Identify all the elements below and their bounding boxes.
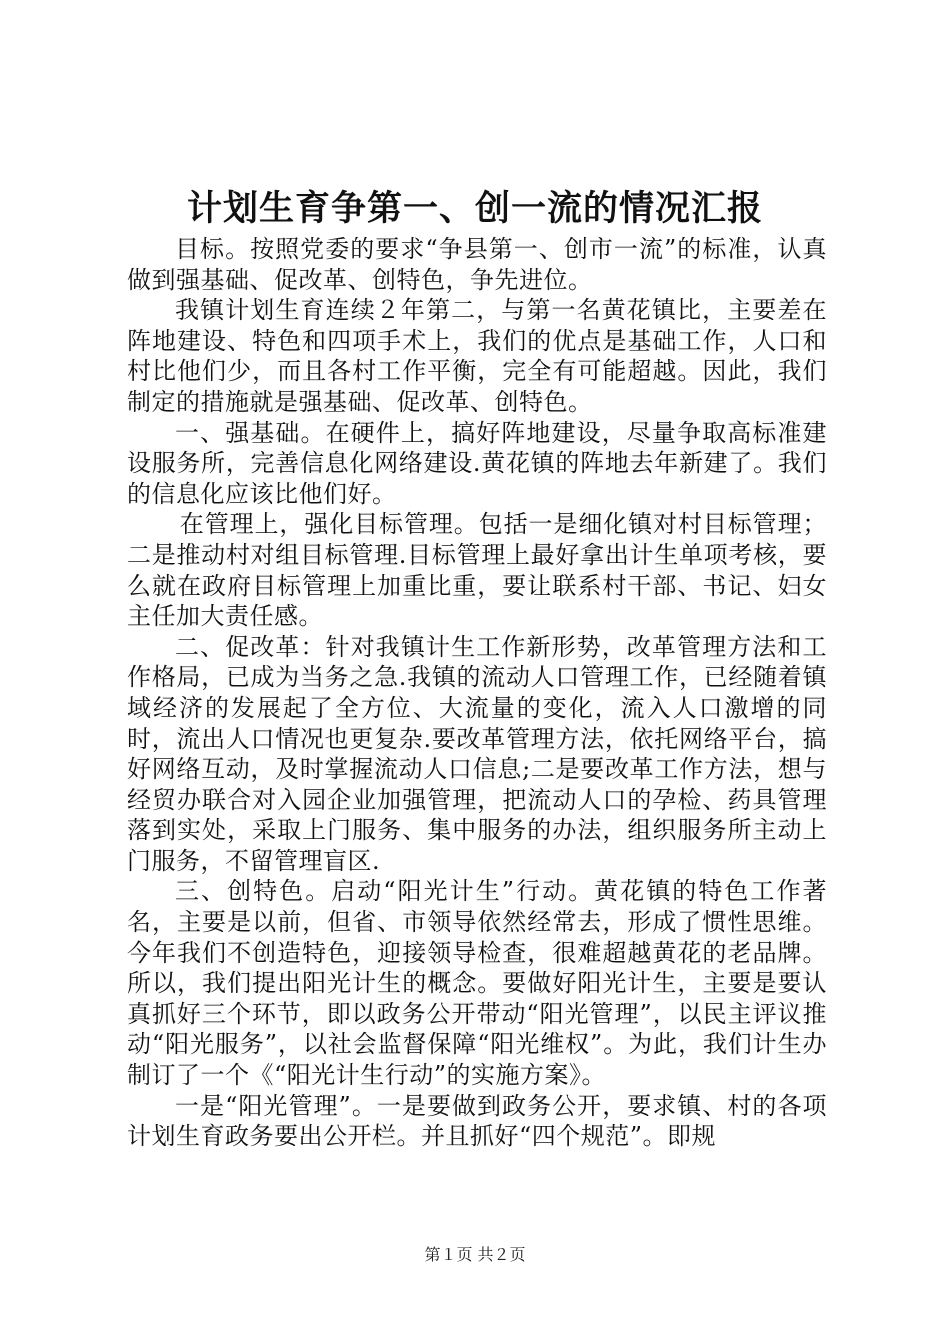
paragraph-create-features: 三、创特色。启动“阳光计生”行动。黄花镇的特色工作著名，主要是以前，但省、市领导依然经常去，形成了惯性思维。今年我们不创造特色，迎接领导检查，很难超越黄花的老品牌。所以，我们提出阳光计生的概念。要做好阳光计生，主要是要认真抓好三个环节，即以政务公开带动“阳光管理”，以民主评议推动“阳光服务”，以社会监督保障“阳光维权”。为此，我们计生办制订了一个《“阳光计生行动”的实施方案》。 bbox=[127, 877, 827, 1090]
document-body bbox=[127, 234, 827, 1152]
paragraph-goal: 目标。按照党委的要求“争县第一、创市一流”的标准，认真做到强基础、促改革、创特色，争先进位。 bbox=[127, 235, 827, 294]
page-footer: 第１页 共２页 bbox=[424, 1245, 526, 1264]
paragraph-reform: 二、促改革：针对我镇计生工作新形势，改革管理方法和工作格局，已成为当务之急.我镇的流动人口管理工作，已经随着镇域经济的发展起了全方位、大流量的变化，流入人口激增的同时，流出人口情况也更复杂.要改革管理方法，依托网络平台，搞好网络互动，及时掌握流动人口信息;二是要改革工作方法，想与经贸办联合对入园企业加强管理，把流动人口的孕检、药具管理落到实处，采取上门服务、集中服务的办法，组织服务所主动上门服务，不留管理盲区. bbox=[127, 632, 827, 875]
paragraph-background: 我镇计划生育连续２年第二，与第一名黄花镇比，主要差在阵地建设、特色和四项手术上，我们的优点是基础工作，人口和村比他们少，而且各村工作平衡，完全有可能超越。因此，我们制定的措施就是强基础、促改革、创特色。 bbox=[127, 296, 827, 416]
document-title: 计划生育争第一、创一流的情况汇报 bbox=[186, 188, 763, 229]
paragraph-management: 在管理上，强化目标管理。包括一是细化镇对村目标管理；二是推动村对组目标管理.目标管理上最好拿出计生单项考核，要么就在政府目标管理上加重比重，要让联系村干部、书记、妇女主任加大责任感。 bbox=[127, 510, 827, 631]
paragraph-sunshine-management: 一是“阳光管理”。一是要做到政务公开，要求镇、村的各项计划生育政务要出公开栏。并且抓好“四个规范”。即规 bbox=[127, 1091, 827, 1151]
paragraph-strengthen-foundation: 一、强基础。在硬件上，搞好阵地建设，尽量争取高标准建设服务所，完善信息化网络建设.黄花镇的阵地去年新建了。我们的信息化应该比他们好。 bbox=[127, 418, 827, 508]
